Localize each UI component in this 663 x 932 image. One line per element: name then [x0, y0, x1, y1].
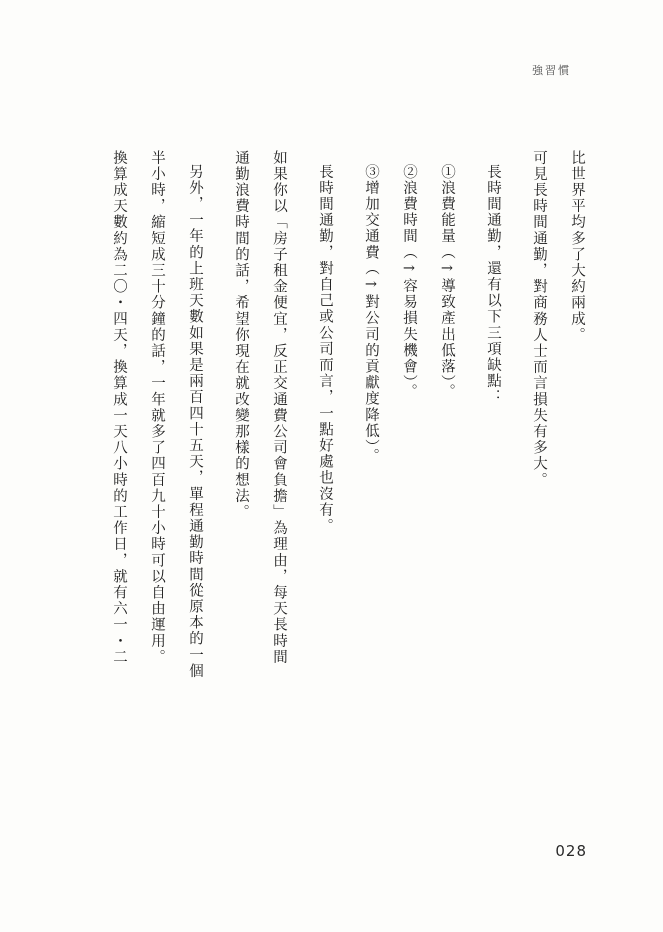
- text-column: 可見長時間通勤，對商務人士而言損失有多大。: [531, 150, 547, 489]
- text-column: ③增加交通費（→對公司的貢獻度降低）。: [363, 164, 379, 465]
- body-text-area: [72, 150, 591, 790]
- text-column: 通勤浪費時間的話，希望你現在就改變那樣的想法。: [233, 150, 249, 521]
- text-column: 半小時，縮短成三十分鐘的話，一年就多了四百九十小時可以自由運用。: [149, 150, 165, 666]
- running-head: 強習慣: [532, 64, 571, 77]
- text-column: 長時間通勤，還有以下三項缺點：: [485, 164, 501, 406]
- text-column: 長時間通勤，對自己或公司而言，一點好處也沒有。: [317, 164, 333, 535]
- text-column: ①浪費能量（→導致產出低落）。: [439, 164, 455, 400]
- text-column: 如果你以「房子租金便宜，反正交通費公司會負擔」為理由，每天長時間: [271, 150, 287, 666]
- text-column: ②浪費時間（→容易損失機會）。: [401, 164, 417, 400]
- text-column: 換算成天數約為二〇・四天，換算成一天八小時的工作日，就有六一・二: [111, 150, 127, 666]
- text-column: 另外，一年的上班天數如果是兩百四十五天，單程通勤時間從原本的一個: [187, 164, 203, 680]
- page-number: 028: [555, 842, 587, 860]
- text-column: 比世界平均多了大約兩成。: [569, 150, 585, 344]
